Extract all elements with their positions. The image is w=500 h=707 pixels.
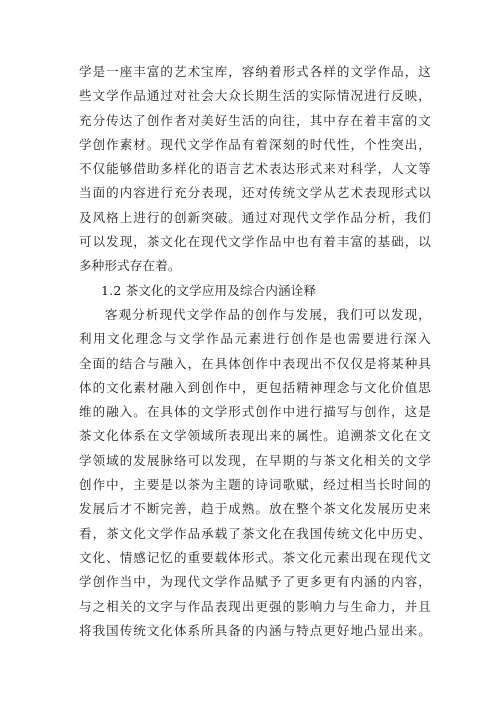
text-line: 当面的内容进行充分表现，还对传统文学从艺术表现形式以 (79, 185, 431, 201)
text-line: 学创作当中，为现代文学作品赋予了更多更有内涵的内容， (79, 574, 431, 590)
text-line: 学领域的发展脉络可以发现，在早期的与茶文化相关的文学 (79, 452, 431, 468)
text-line: 些文学作品通过对社会大众长期生活的实际情况进行反映， (79, 88, 431, 104)
text-line: 学创作素材。现代文学作品有着深刻的时代性，个性突出， (79, 136, 431, 152)
body-text (79, 60, 431, 643)
paragraph-2 (79, 303, 431, 643)
text-line: 茶文化体系在文学领域所表现出来的属性。追溯茶文化在文 (79, 428, 431, 444)
text-line: 客观分析现代文学作品的创作与发展，我们可以发现， (105, 306, 431, 322)
text-line: 全面的结合与融入，在具体创作中表现出不仅仅是将某种具 (79, 355, 431, 371)
text-line: 体的文化素材融入到创作中，更包括精神理念与文化价值思 (79, 379, 431, 395)
text-line: 充分传达了创作者对美好生活的向往，其中存在着丰富的文 (79, 112, 431, 128)
text-line: 学是一座丰富的艺术宝库，容纳着形式各样的文学作品，这 (79, 64, 431, 79)
section-heading: 1.2 茶文化的文学应用及综合内涵诠释 (101, 282, 317, 298)
text-line: 不仅能够借助多样化的语言艺术表达形式来对科学，人文等 (79, 161, 431, 177)
text-line: 将我国传统文化体系所具备的内涵与特点更好地凸显出来。 (79, 622, 431, 638)
text-line: 发展后才不断完善，趋于成熟。放在整个茶文化发展历史来 (79, 501, 431, 517)
text-line: 可以发现，茶文化在现代文学作品中也有着丰富的基础，以 (79, 234, 431, 250)
text-line: 及风格上进行的创新突破。通过对现代文学作品分析，我们 (79, 209, 431, 225)
text-line: 多种形式存在着。 (79, 258, 181, 274)
text-line: 维的融入。在具体的文学形式创作中进行描写与创作，这是 (79, 404, 431, 420)
text-line: 看，茶文化文学作品承载了茶文化在我国传统文化中历史、 (79, 525, 431, 541)
text-line: 利用文化理念与文学作品元素进行创作是也需要进行深入 (79, 331, 431, 347)
text-line: 与之相关的文字与作品表现出更强的影响力与生命力，并且 (79, 598, 431, 614)
paragraph-1 (79, 60, 431, 279)
text-line: 文化、情感记忆的重要载体形式。茶文化元素出现在现代文 (79, 549, 431, 565)
text-line: 创作中，主要是以茶为主题的诗词歌赋，经过相当长时间的 (79, 477, 431, 493)
